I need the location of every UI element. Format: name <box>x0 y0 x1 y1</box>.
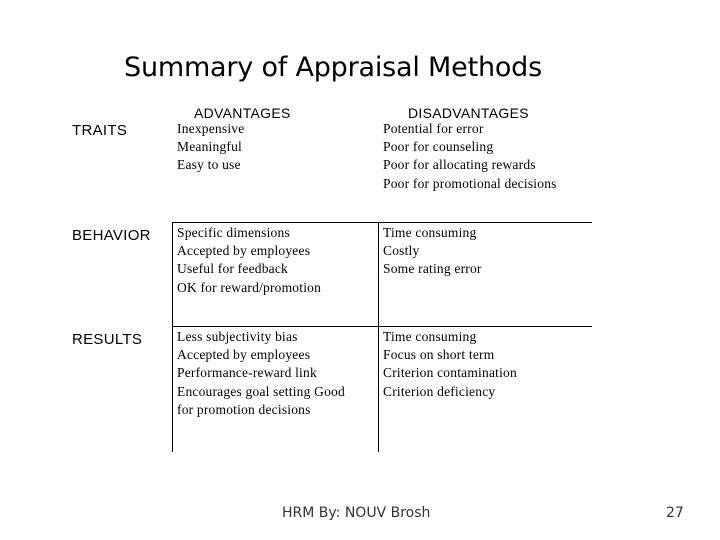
list-item: Costly <box>383 243 420 259</box>
list-item: Encourages goal setting Good <box>177 383 345 399</box>
disadvantages-header: DISADVANTAGES <box>408 105 529 121</box>
list-item: Some rating error <box>383 261 482 277</box>
list-item: Easy to use <box>177 157 241 173</box>
footer-text: HRM By: NOUV Brosh <box>282 505 431 521</box>
list-item: Meaningful <box>177 139 242 155</box>
row-divider <box>172 222 592 223</box>
slide-title: Summary of Appraisal Methods <box>124 52 542 83</box>
traits-disadvantages <box>383 120 557 193</box>
list-item: Specific dimensions <box>177 225 290 240</box>
list-item: Performance-reward link <box>177 365 317 381</box>
list-item: for promotion decisions <box>177 401 311 417</box>
list-item: Criterion contamination <box>383 365 517 381</box>
row-divider <box>172 326 592 327</box>
advantages-header: ADVANTAGES <box>194 105 291 121</box>
page-number: 27 <box>666 505 684 521</box>
list-item: Accepted by employees <box>177 347 311 363</box>
list-item: Time consuming <box>383 225 477 240</box>
list-item: Time consuming <box>383 329 477 344</box>
column-divider-left <box>172 222 173 452</box>
row-label-behavior: BEHAVIOR <box>72 227 151 244</box>
list-item: Inexpensive <box>177 121 245 136</box>
results-advantages <box>177 328 345 419</box>
list-item: Accepted by employees <box>177 243 311 259</box>
row-label-traits: TRAITS <box>72 122 128 139</box>
list-item: Poor for promotional decisions <box>383 175 557 191</box>
list-item: Criterion deficiency <box>383 383 496 399</box>
list-item: OK for reward/promotion <box>177 279 322 295</box>
results-disadvantages <box>383 328 517 401</box>
row-label-results: RESULTS <box>72 331 143 348</box>
behavior-advantages <box>177 224 321 297</box>
list-item: Poor for allocating rewards <box>383 157 536 173</box>
column-divider-right <box>378 222 379 452</box>
list-item: Useful for feedback <box>177 261 288 277</box>
traits-advantages <box>177 120 244 175</box>
behavior-disadvantages <box>383 224 482 279</box>
list-item: Less subjectivity bias <box>177 329 298 344</box>
list-item: Focus on short term <box>383 347 495 363</box>
list-item: Potential for error <box>383 121 484 136</box>
list-item: Poor for counseling <box>383 139 494 155</box>
